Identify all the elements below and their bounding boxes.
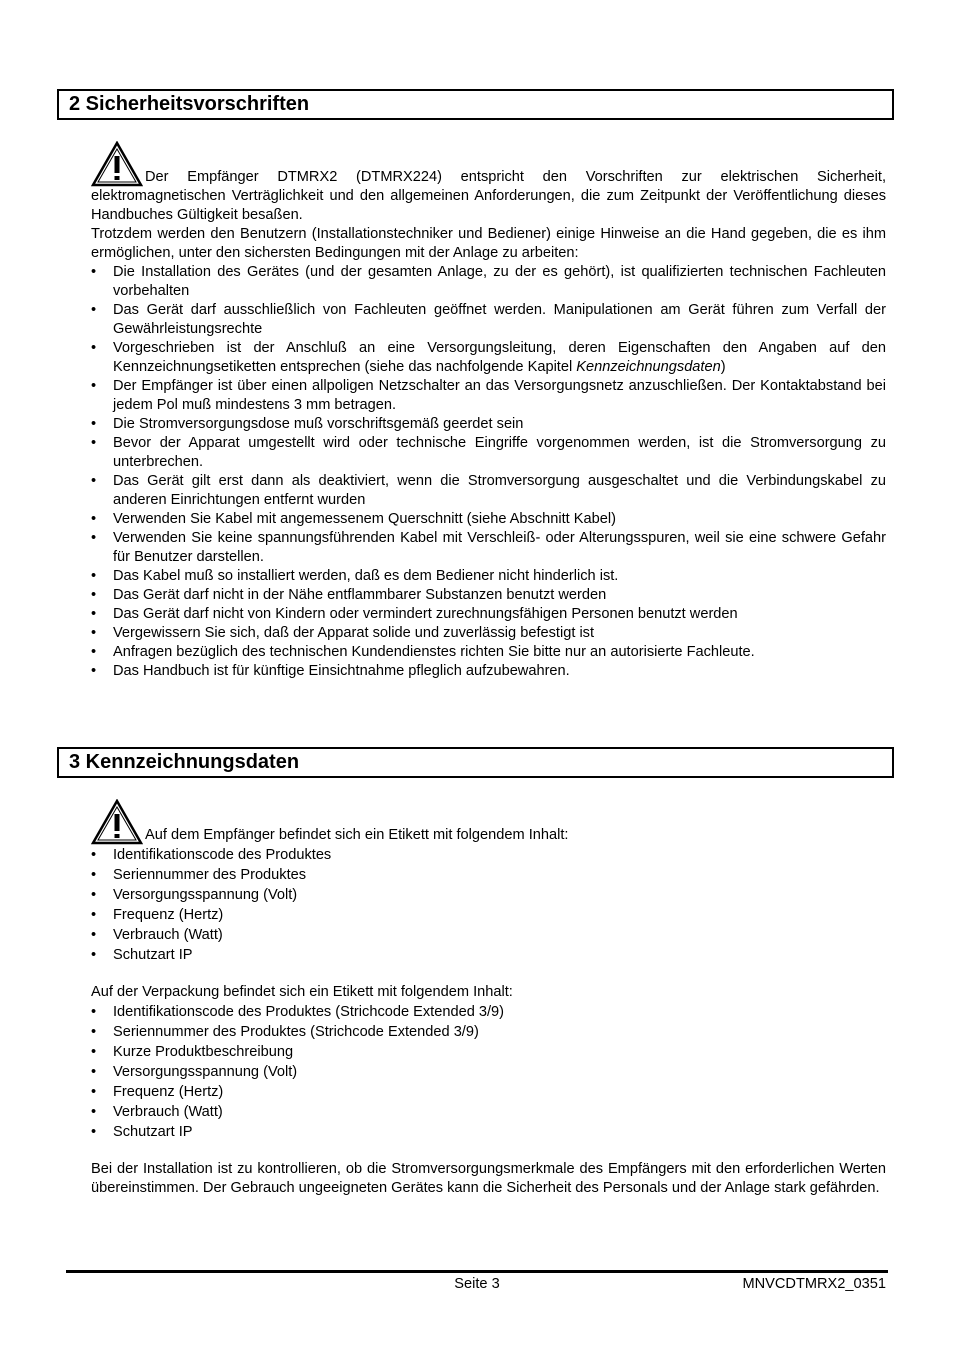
list-item: • Kurze Produktbeschreibung xyxy=(91,1042,886,1062)
list-item-italic: Kennzeichnungsdaten xyxy=(576,359,721,375)
list-item: • Seriennummer des Produktes xyxy=(91,865,886,885)
list-item: • Versorgungsspannung (Volt) xyxy=(91,1062,886,1082)
list-item: • Vergewissern Sie sich, daß der Apparat solide und zuverlässig befestigt ist xyxy=(91,624,886,643)
section-2-intro-2: Trotzdem werden den Benutzern (Installationstechniker und Bediener) einige Hinweise an die Hand gegeben, die es ihm ermöglichen, unter den sichersten Bedingungen mit der Anlage zu arbeiten: xyxy=(91,226,886,261)
footer-rule xyxy=(66,1270,888,1273)
closing-paragraph: Bei der Installation ist zu kontrollieren, ob die Stromversorgungsmerkmale des Empfängers mit den erforderlichen Werten übereinstimmen. Der Gebrauch ungeeigneten Gerätes kann die Sicherheit des Personals und der Anlage stark gefährden. xyxy=(91,1161,886,1196)
list-item: • Versorgungsspannung (Volt) xyxy=(91,885,886,905)
list-item: • Das Handbuch ist für künftige Einsichtnahme pfleglich aufzubewahren. xyxy=(91,662,886,681)
list-item: • Frequenz (Hertz) xyxy=(91,1082,886,1102)
safety-list xyxy=(91,263,886,681)
list-item: • Der Empfänger ist über einen allpoligen Netzschalter an das Versorgungsnetz anzuschließen. Der Kontaktabstand bei jedem Pol muß mindestens 3 mm betragen. xyxy=(91,377,886,415)
section-3-heading: 3 Kennzeichnungsdaten xyxy=(57,747,894,778)
section-2-body xyxy=(91,141,886,681)
package-intro: Auf der Verpackung befindet sich ein Etikett mit folgendem Inhalt: xyxy=(91,984,513,1000)
list-item: • Verbrauch (Watt) xyxy=(91,1102,886,1122)
list-item: • Das Gerät darf ausschließlich von Fachleuten geöffnet werden. Manipulationen am Gerät führen zum Verfall der Gewährleistungsrechte xyxy=(91,301,886,339)
section-2-intro-1-text: Der Empfänger DTMRX2 (DTMRX224) entspricht den Vorschriften zur elektrischen Sicherheit, elektromagnetischen Verträglichkeit und den allgemeinen Anforderungen, die zum Zeitpunkt der Veröffentlichung dieses Handbuches Gültigkeit besaßen. xyxy=(91,169,886,223)
list-item: • Frequenz (Hertz) xyxy=(91,905,886,925)
section-3-body xyxy=(91,799,886,1198)
list-item: • Das Gerät gilt erst dann als deaktiviert, wenn die Stromversorgung ausgeschaltet und die Verbindungskabel zu anderen Einrichtungen entfernt wurden xyxy=(91,472,886,510)
list-item: • Bevor der Apparat umgestellt wird oder technische Eingriffe vorgenommen werden, ist die Stromversorgung zu unterbrechen. xyxy=(91,434,886,472)
list-item xyxy=(91,339,886,377)
list-item: • Seriennummer des Produktes (Strichcode Extended 3/9) xyxy=(91,1022,886,1042)
list-item: • Identifikationscode des Produktes xyxy=(91,845,886,865)
list-item: • Die Stromversorgungsdose muß vorschriftsgemäß geerdet sein xyxy=(91,415,886,434)
section-3-intro xyxy=(91,799,886,845)
section-2-heading: 2 Sicherheitsvorschriften xyxy=(57,89,894,120)
list-item: • Verwenden Sie Kabel mit angemessenem Querschnitt (siehe Abschnitt Kabel) xyxy=(91,510,886,529)
list-item-tail: ) xyxy=(720,359,726,375)
list-item: • Schutzart IP xyxy=(91,1122,886,1142)
list-item-text: Vorgeschrieben ist der Anschluß an eine Versorgungsleitung, deren Eigenschaften den Angaben auf den Kennzeichnungsetiketten entsprechen (siehe das nachfolgende Kapitel xyxy=(113,340,886,375)
section-3-intro-text: Auf dem Empfänger befindet sich ein Etikett mit folgendem Inhalt: xyxy=(145,827,569,843)
list-item: • Anfragen bezüglich des technischen Kundendienstes richten Sie bitte nur an autorisierte Fachleute. xyxy=(91,643,886,662)
warning-triangle-icon xyxy=(91,799,143,845)
list-item: • Schutzart IP xyxy=(91,945,886,965)
list-item: • Das Gerät darf nicht in der Nähe entflammbarer Substanzen benutzt werden xyxy=(91,586,886,605)
package-label-list xyxy=(91,1002,886,1142)
list-item: • Verbrauch (Watt) xyxy=(91,925,886,945)
device-label-list xyxy=(91,845,886,965)
list-item: • Identifikationscode des Produktes (Strichcode Extended 3/9) xyxy=(91,1002,886,1022)
warning-triangle-icon xyxy=(91,141,143,187)
list-item: • Das Kabel muß so installiert werden, daß es dem Bediener nicht hinderlich ist. xyxy=(91,567,886,586)
list-item: • Das Gerät darf nicht von Kindern oder vermindert zurechnungsfähigen Personen benutzt werden xyxy=(91,605,886,624)
page-number: Seite 3 xyxy=(454,1276,500,1292)
list-item: • Verwenden Sie keine spannungsführenden Kabel mit Verschleiß- oder Alterungsspuren, weil sie eine schwere Gefahr für Benutzer darstellen. xyxy=(91,529,886,567)
section-2-intro-1 xyxy=(91,141,886,225)
list-item: • Die Installation des Gerätes (und der gesamten Anlage, zu der es gehört), ist qualifizierten technischen Fachleuten vorbehalten xyxy=(91,263,886,301)
document-id: MNVCDTMRX2_0351 xyxy=(742,1276,886,1292)
